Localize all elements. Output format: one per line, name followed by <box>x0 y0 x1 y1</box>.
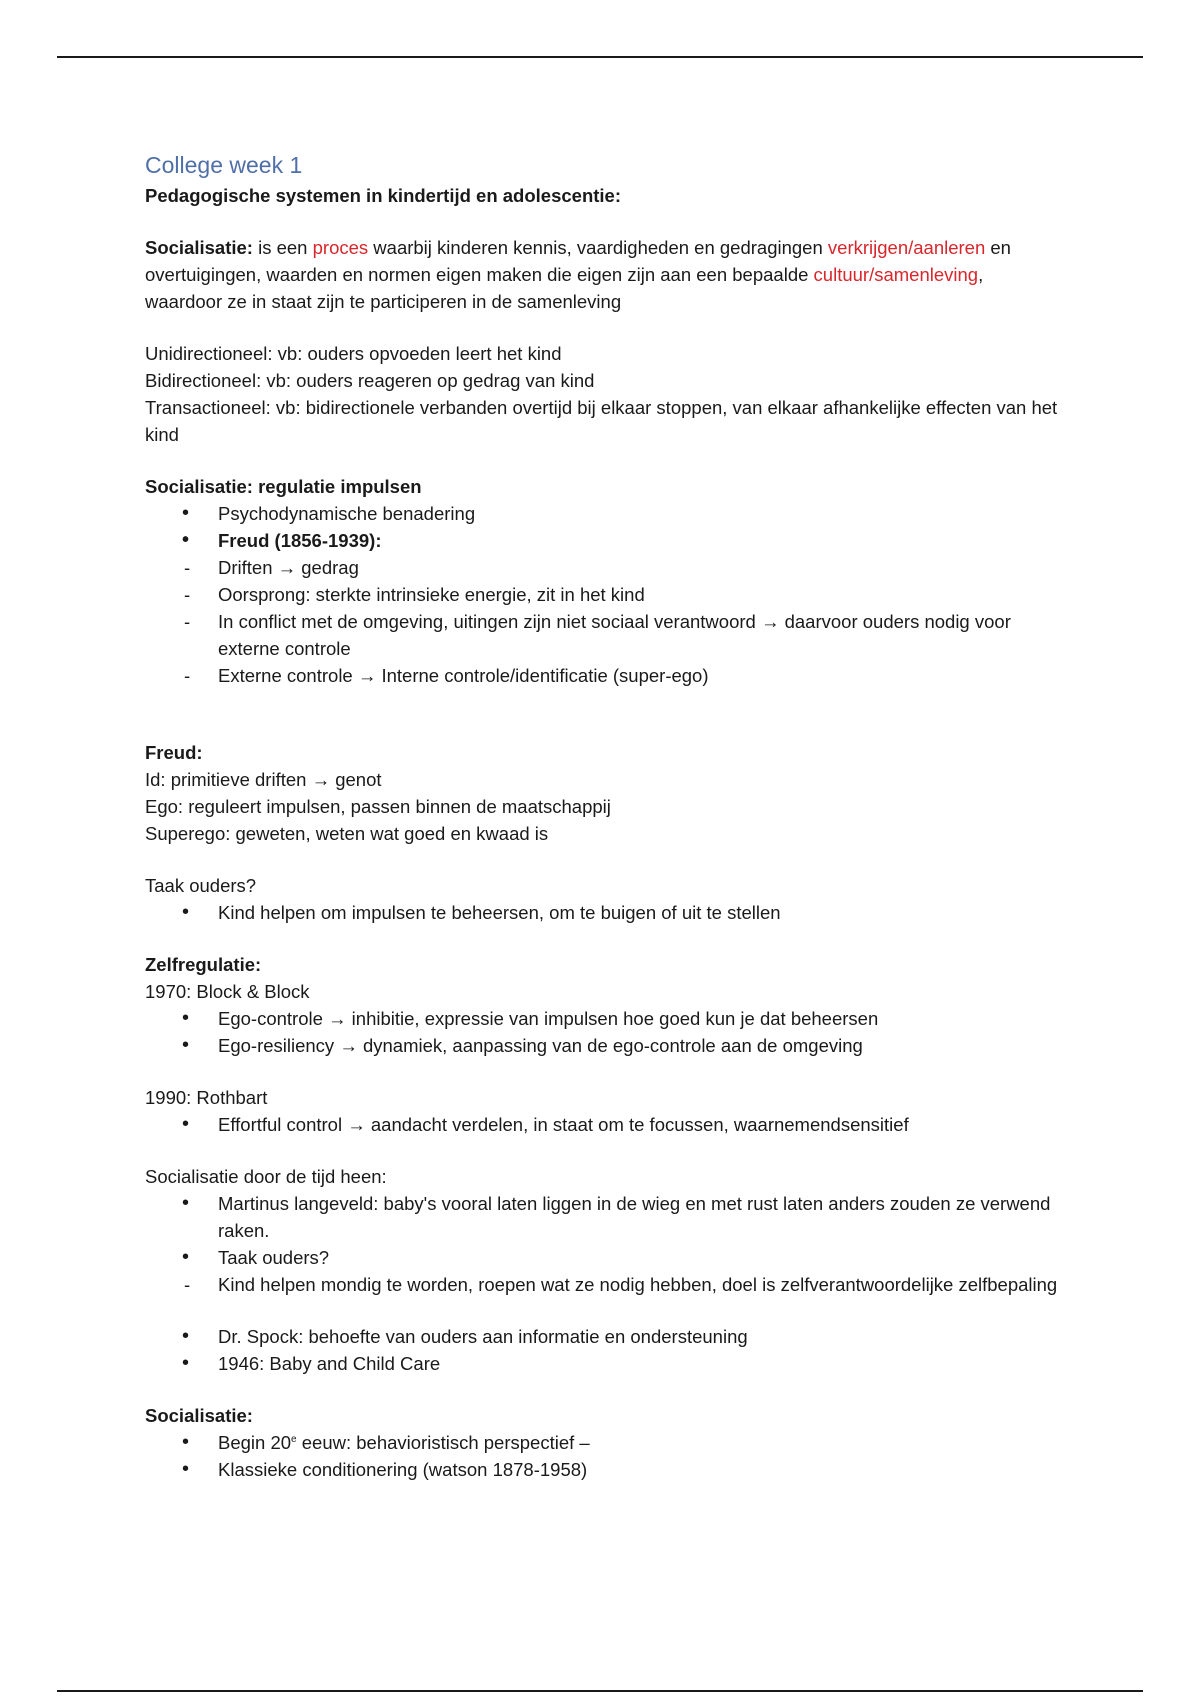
section-title-freud: Freud: <box>145 742 203 763</box>
section-title-socialisatie: Socialisatie: <box>145 1405 253 1426</box>
taak-list <box>145 899 1065 926</box>
list-item: • Begin 20e eeuw: behavioristisch perspectief – <box>145 1429 1065 1456</box>
list-item: • Martinus langeveld: baby's vooral laten liggen in de wieg en met rust laten anders zouden ze verwend raken. <box>145 1190 1065 1244</box>
bottom-rule <box>57 1690 1143 1692</box>
list-item: • 1946: Baby and Child Care <box>145 1350 1065 1377</box>
freud-ego: Ego: reguleert impulsen, passen binnen de maatschappij <box>145 796 611 817</box>
top-rule <box>57 56 1143 58</box>
direction-bi: Bidirectioneel: vb: ouders reageren op gedrag van kind <box>145 370 595 391</box>
direction-trans: Transactioneel: vb: bidirectionele verbanden overtijd bij elkaar stoppen, van elkaar afhankelijke effecten van het kind <box>145 397 1058 445</box>
document-body <box>145 150 1065 1483</box>
list-item: • Effortful control → aandacht verdelen, in staat om te focussen, waarnemendsensitief <box>145 1111 1065 1138</box>
zelfregulatie-year-1990: 1990: Rothbart <box>145 1087 268 1108</box>
list-item: • Freud (1856-1939): <box>145 527 1065 554</box>
regulatie-list <box>145 500 1065 689</box>
section-title-tijd: Socialisatie door de tijd heen: <box>145 1166 387 1187</box>
taak-question: Taak ouders? <box>145 875 257 896</box>
direction-uni: Unidirectioneel: vb: ouders opvoeden leert het kind <box>145 343 562 364</box>
list-item: • Taak ouders? <box>145 1244 1065 1271</box>
list-item: • Klassieke conditionering (watson 1878-1958) <box>145 1456 1065 1483</box>
freud-id: Id: primitieve driften → genot <box>145 769 382 790</box>
page-heading: College week 1 <box>145 152 303 178</box>
zelfregulatie-year-1970: 1970: Block & Block <box>145 981 310 1002</box>
subtitle: Pedagogische systemen in kindertijd en adolescentie: <box>145 185 622 206</box>
list-item: - In conflict met de omgeving, uitingen zijn niet sociaal verantwoord → daarvoor ouders nodig voor externe controle <box>145 608 1065 662</box>
list-item: • Kind helpen om impulsen te beheersen, om te buigen of uit te stellen <box>145 899 1065 926</box>
rothbart-list <box>145 1111 1065 1138</box>
list-item: - Kind helpen mondig te worden, roepen wat ze nodig hebben, doel is zelfverantwoordelijke zelfbepaling <box>145 1271 1065 1298</box>
freud-superego: Superego: geweten, weten wat goed en kwaad is <box>145 823 549 844</box>
list-item: • Ego-resiliency → dynamiek, aanpassing van de ego-controle aan de omgeving <box>145 1032 1065 1059</box>
section-title-zelfregulatie: Zelfregulatie: <box>145 954 262 975</box>
section-title-regulatie: Socialisatie: regulatie impulsen <box>145 476 422 497</box>
list-item: • Dr. Spock: behoefte van ouders aan informatie en ondersteuning <box>145 1323 1065 1350</box>
socialisatie-list <box>145 1429 1065 1483</box>
socialisatie-definition: Socialisatie: is een proces waarbij kinderen kennis, vaardigheden en gedragingen verkrijgen/aanleren en overtuigingen, waarden en normen eigen maken die eigen zijn aan een bepaalde cultuur/samenleving, waardoor ze in staat zijn te participeren in de samenleving <box>145 237 1011 312</box>
list-item: - Driften → gedrag <box>145 554 1065 581</box>
list-item: • Psychodynamische benadering <box>145 500 1065 527</box>
spock-list <box>145 1323 1065 1377</box>
list-item: • Ego-controle → inhibitie, expressie van impulsen hoe goed kun je dat beheersen <box>145 1005 1065 1032</box>
tijd-list <box>145 1190 1065 1298</box>
zelfregulatie-list <box>145 1005 1065 1059</box>
list-item: - Oorsprong: sterkte intrinsieke energie, zit in het kind <box>145 581 1065 608</box>
list-item: - Externe controle → Interne controle/identificatie (super-ego) <box>145 662 1065 689</box>
